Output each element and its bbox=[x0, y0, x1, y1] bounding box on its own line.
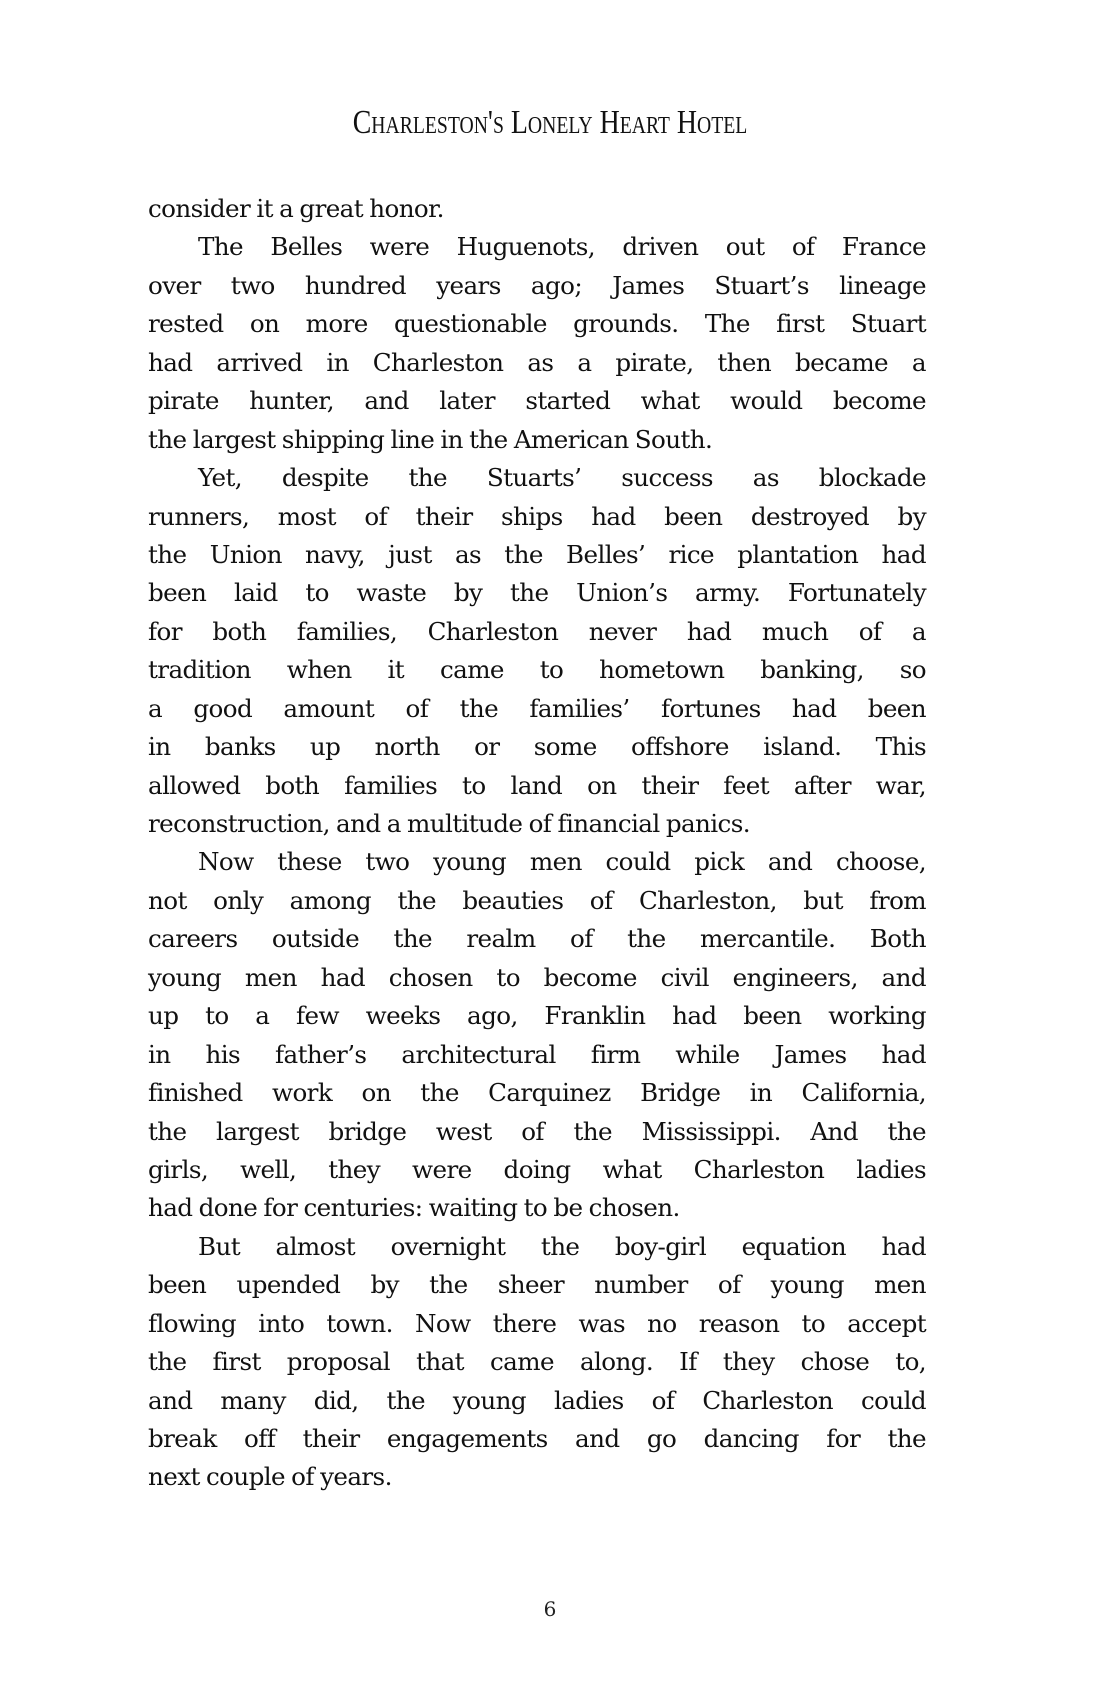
text-line: flowing into town. Now there was no reason to accept bbox=[148, 1308, 926, 1338]
text-line: over two hundred years ago; James Stuart’s lineage bbox=[148, 270, 926, 300]
page-number: 6 bbox=[543, 1597, 557, 1621]
text-line: consider it a great honor. bbox=[148, 194, 444, 223]
paragraph bbox=[148, 459, 926, 843]
text-line: the largest shipping line in the American South. bbox=[148, 424, 713, 454]
text-line: in banks up north or some offshore island. This bbox=[148, 732, 926, 762]
text-line: girls, well, they were doing what Charleston ladies bbox=[148, 1154, 926, 1184]
text-line: been upended by the sheer number of young men bbox=[148, 1270, 926, 1300]
text-line: runners, most of their ships had been destroyed by bbox=[148, 501, 926, 531]
text-line: The Belles were Huguenots, driven out of France bbox=[198, 232, 926, 262]
running-header: Charleston's Lonely Heart Hotel bbox=[352, 104, 748, 141]
text-line: been laid to waste by the Union’s army. Fortunately bbox=[148, 578, 926, 608]
text-line: the Union navy, just as the Belles’ rice plantation had bbox=[148, 539, 926, 569]
text-line: careers outside the realm of the mercantile. Both bbox=[148, 924, 926, 954]
paragraph bbox=[148, 1228, 926, 1497]
body-text bbox=[148, 190, 926, 1497]
text-line: allowed both families to land on their feet after war, bbox=[148, 770, 926, 800]
paragraph bbox=[148, 228, 926, 459]
text-line: and many did, the young ladies of Charleston could bbox=[148, 1385, 926, 1415]
text-line: But almost overnight the boy-girl equation had bbox=[198, 1231, 926, 1261]
text-line: break off their engagements and go dancing for the bbox=[148, 1424, 926, 1453]
text-line: tradition when it came to hometown banking, so bbox=[148, 655, 926, 685]
text-line: had done for centuries: waiting to be chosen. bbox=[148, 1193, 680, 1223]
paragraph bbox=[148, 190, 926, 228]
text-line: rested on more questionable grounds. The first Stuart bbox=[148, 309, 926, 339]
text-line: Now these two young men could pick and choose, bbox=[198, 847, 926, 877]
text-line: for both families, Charleston never had much of a bbox=[148, 616, 926, 646]
text-line: next couple of years. bbox=[148, 1462, 392, 1492]
text-line: the first proposal that came along. If they chose to, bbox=[148, 1347, 926, 1377]
text-line: reconstruction, and a multitude of financial panics. bbox=[148, 809, 750, 838]
text-line: Yet, despite the Stuarts’ success as blockade bbox=[198, 463, 926, 493]
text-line: up to a few weeks ago, Franklin had been working bbox=[148, 1001, 926, 1031]
text-line: finished work on the Carquinez Bridge in California, bbox=[148, 1078, 926, 1108]
text-line: pirate hunter, and later started what would become bbox=[148, 386, 926, 416]
text-line: a good amount of the families’ fortunes had been bbox=[148, 693, 926, 723]
text-line: in his father’s architectural firm while James had bbox=[148, 1039, 926, 1069]
paragraph bbox=[148, 843, 926, 1227]
text-line: young men had chosen to become civil engineers, and bbox=[148, 962, 926, 992]
text-line: the largest bridge west of the Mississippi. And the bbox=[148, 1116, 926, 1146]
text-line: not only among the beauties of Charleston, but from bbox=[148, 885, 926, 915]
text-line: had arrived in Charleston as a pirate, then became a bbox=[148, 347, 926, 377]
